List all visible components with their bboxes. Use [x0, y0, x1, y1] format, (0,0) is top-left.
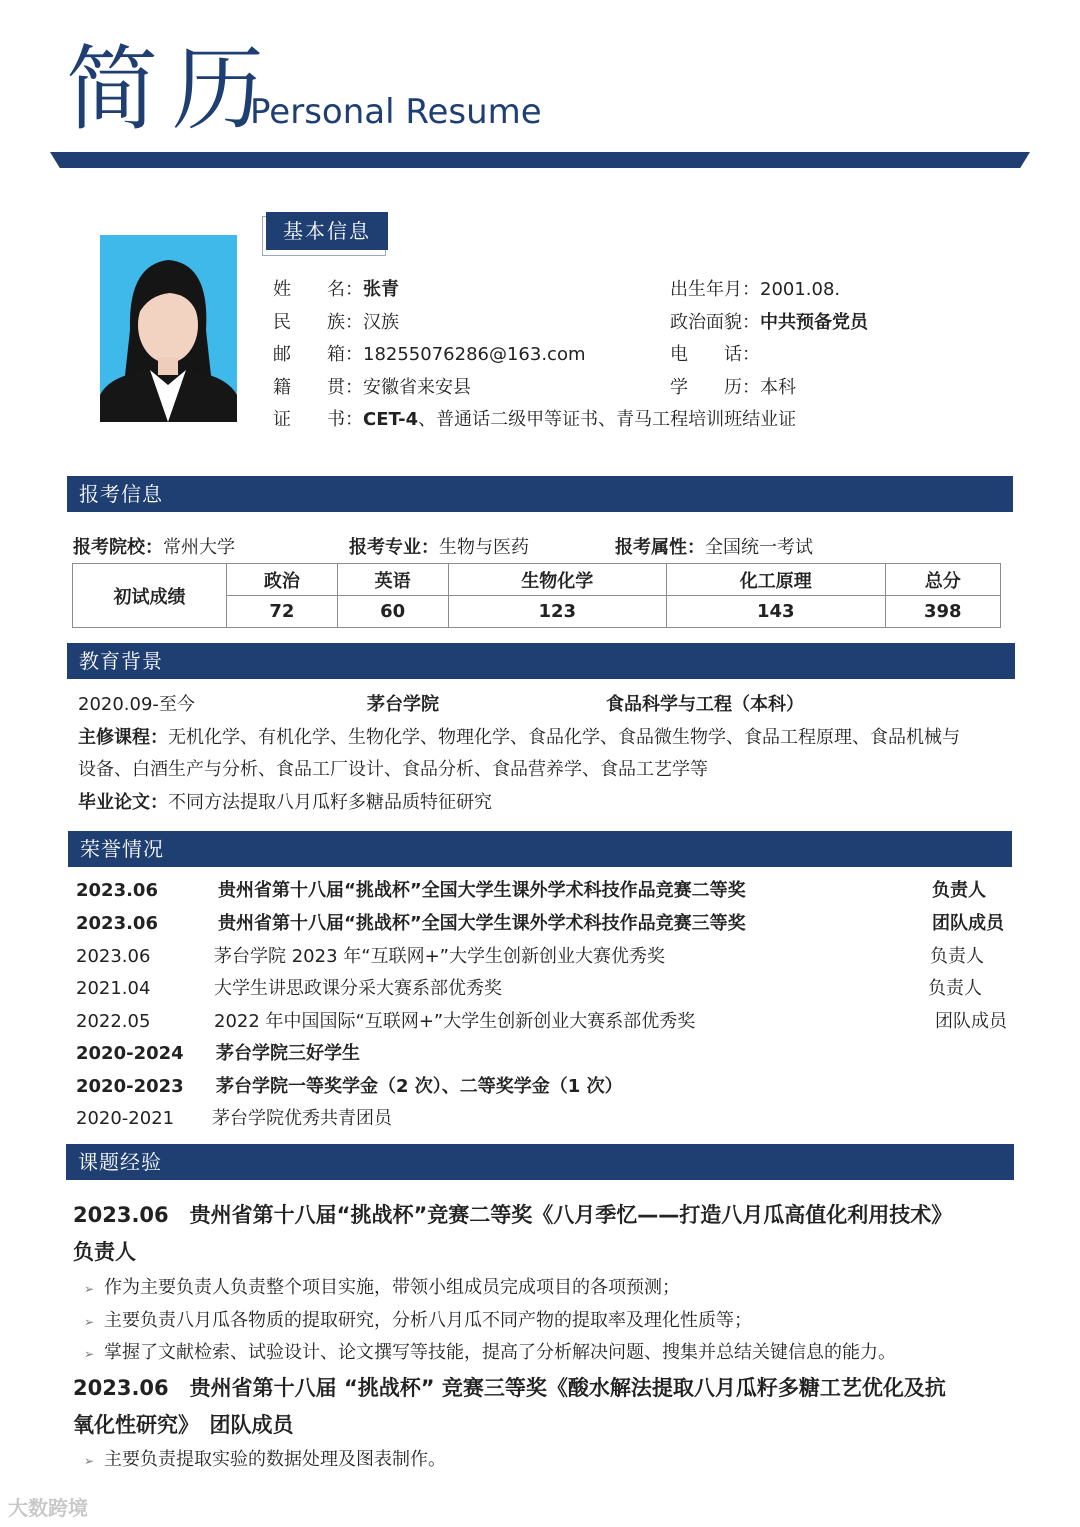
bullet-text: 主要负责八月瓜各物质的提取研究，分析八月瓜不同产物的提取率及理化性质等； [104, 1310, 752, 1331]
portrait-image [100, 235, 237, 422]
honor-title: 茅台学院 2023 年“互联网+”大学生创新创业大赛优秀奖 [214, 946, 665, 967]
honor-role: 团队成员 [935, 1011, 1007, 1032]
honor-title: 贵州省第十八届“挑战杯”全国大学生课外学术科技作品竞赛二等奖 [218, 880, 746, 901]
score-label-cell: 初试成绩 [73, 564, 227, 628]
exam-type [615, 536, 813, 560]
edu-period: 2020.09-至今 [78, 694, 195, 715]
subject-cell: 政治 [227, 564, 338, 596]
profile-photo [100, 235, 237, 422]
birth-row [670, 278, 840, 302]
edu-major: 食品科学与工程（本科） [606, 694, 804, 715]
exam-type-label: 报考属性： [615, 537, 705, 558]
exam-school-label: 报考院校： [73, 537, 163, 558]
honor-date: 2020-2021 [76, 1108, 175, 1129]
honor-date: 2020-2023 [76, 1076, 184, 1097]
ethnic-label: 民 族： [273, 312, 363, 333]
email-label: 邮 箱： [273, 344, 363, 365]
name-label: 姓 名： [273, 279, 363, 300]
origin-value: 安徽省来安县 [363, 377, 471, 398]
honor-date: 2023.06 [76, 946, 151, 967]
thesis-text: 不同方法提取八月瓜籽多糖品质特征研究 [168, 792, 492, 813]
edu-courses-line1 [78, 726, 960, 750]
cert-bold: CET-4 [363, 409, 419, 430]
honor-title: 茅台学院一等奖学金（2 次）、二等奖学金（1 次） [216, 1076, 623, 1097]
politics-value: 中共预备党员 [760, 312, 868, 333]
edu-courses-line2: 设备、白酒生产与分析、食品工厂设计、食品分析、食品营养学、食品工艺学等 [78, 759, 708, 780]
basic-info-badge: 基本信息 [266, 212, 388, 250]
honor-date: 2020-2024 [76, 1043, 184, 1064]
header-divider-bar [50, 152, 1030, 168]
exam-major-label: 报考专业： [349, 537, 439, 558]
project1-bullet [84, 1309, 752, 1334]
honor-title: 茅台学院优秀共青团员 [212, 1108, 392, 1129]
honor-title: 贵州省第十八届“挑战杯”全国大学生课外学术科技作品竞赛三等奖 [218, 913, 746, 934]
origin-row [273, 376, 471, 400]
subject-cell: 英语 [337, 564, 448, 596]
name-row [273, 278, 399, 302]
phone-row [670, 343, 760, 367]
resume-title-cn: 简历 [66, 36, 279, 143]
honor-title: 大学生讲思政课分采大赛系部优秀奖 [214, 978, 502, 999]
thesis-label: 毕业论文： [78, 792, 168, 813]
project1-role: 负责人 [73, 1240, 136, 1264]
honor-date: 2021.04 [76, 978, 151, 999]
honors-section-header: 荣誉情况 [68, 831, 1012, 867]
courses-label: 主修课程： [78, 727, 168, 748]
birth-value: 2001.08. [760, 279, 841, 300]
score-header-row [73, 564, 1001, 596]
honor-title: 2022 年中国国际“互联网+”大学生创新创业大赛系部优秀奖 [214, 1011, 696, 1032]
score-cell: 123 [448, 596, 667, 628]
politics-label: 政治面貌： [670, 312, 760, 333]
bullet-text: 主要负责提取实验的数据处理及图表制作。 [104, 1449, 446, 1470]
bullet-icon: ➢ [84, 1282, 95, 1296]
bullet-icon: ➢ [84, 1315, 95, 1329]
projects-section-header: 课题经验 [66, 1144, 1014, 1180]
exam-school [73, 536, 235, 560]
ethnic-value: 汉族 [363, 312, 399, 333]
honor-role: 负责人 [928, 978, 982, 999]
score-cell: 72 [227, 596, 338, 628]
education-section-header: 教育背景 [67, 643, 1015, 679]
phone-label: 电 话： [670, 344, 760, 365]
honor-role: 团队成员 [932, 913, 1004, 934]
cert-label: 证 书： [273, 409, 363, 430]
bullet-icon: ➢ [84, 1347, 95, 1361]
exam-type-value: 全国统一考试 [705, 537, 813, 558]
bullet-icon: ➢ [84, 1454, 95, 1468]
project1-title: 2023.06 贵州省第十八届“挑战杯”竞赛二等奖《八月季忆——打造八月瓜高值化利用技术》 [73, 1203, 953, 1227]
subject-cell: 总分 [885, 564, 1001, 596]
project2-role: 氧化性研究》 团队成员 [73, 1413, 294, 1437]
honor-title: 茅台学院三好学生 [216, 1043, 360, 1064]
honor-role: 负责人 [930, 946, 984, 967]
honor-role: 负责人 [932, 880, 986, 901]
politics-row [670, 311, 868, 335]
resume-title-en: Personal Resume [250, 92, 542, 132]
bullet-text: 掌握了文献检索、试验设计、论文撰写等技能，提高了分析解决问题、搜集并总结关键信息的能力。 [104, 1342, 896, 1363]
degree-row [670, 376, 796, 400]
edu-thesis [78, 791, 492, 815]
degree-label: 学 历： [670, 377, 760, 398]
ethnic-row [273, 311, 399, 335]
subject-cell: 化工原理 [667, 564, 886, 596]
score-cell: 398 [885, 596, 1001, 628]
watermark-logo: 大数跨境 [8, 1496, 88, 1520]
exam-school-value: 常州大学 [163, 537, 235, 558]
project1-bullet [84, 1341, 896, 1366]
score-cell: 143 [667, 596, 886, 628]
exam-section-header: 报考信息 [67, 476, 1013, 512]
origin-label: 籍 贯： [273, 377, 363, 398]
project2-title: 2023.06 贵州省第十八届 “挑战杯” 竞赛三等奖《酸水解法提取八月瓜籽多糖工艺优化及抗 [73, 1376, 946, 1400]
score-cell: 60 [337, 596, 448, 628]
cert-row [273, 408, 796, 432]
email-row [273, 343, 586, 367]
exam-major-value: 生物与医药 [439, 537, 529, 558]
honor-date: 2023.06 [76, 880, 158, 901]
project1-bullet [84, 1276, 680, 1301]
honor-date: 2023.06 [76, 913, 158, 934]
name-value: 张青 [363, 279, 399, 300]
edu-school: 茅台学院 [367, 694, 439, 715]
cert-rest: 、普通话二级甲等证书、青马工程培训班结业证 [418, 409, 797, 430]
email-value: 18255076286@163.com [363, 344, 586, 365]
birth-label: 出生年月： [670, 279, 760, 300]
bullet-text: 作为主要负责人负责整个项目实施，带领小组成员完成项目的各项预测； [104, 1277, 680, 1298]
degree-value: 本科 [760, 377, 796, 398]
subject-cell: 生物化学 [448, 564, 667, 596]
project2-bullet [84, 1448, 446, 1473]
honor-date: 2022.05 [76, 1011, 151, 1032]
score-table [72, 563, 1001, 628]
courses-text1: 无机化学、有机化学、生物化学、物理化学、食品化学、食品微生物学、食品工程原理、食品机械与 [168, 727, 960, 748]
exam-major [349, 536, 529, 560]
